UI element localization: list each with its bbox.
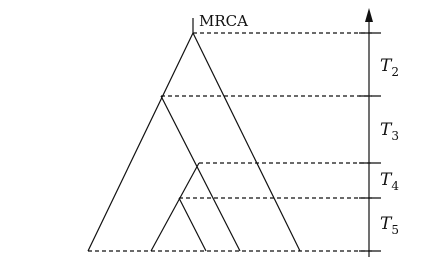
branch-mrca-right [193,33,300,251]
time-axis [359,8,381,257]
interval-label-t4: $T_4$ [380,170,399,193]
branch-mrca-left [88,33,193,251]
mrca-label: MRCA [199,12,248,30]
branch-t4-left [151,163,199,251]
interval-label-t5: $T_5$ [380,214,399,237]
branch-t5-right [179,198,206,251]
genealogy-tree [88,33,300,251]
branch-t3-node [161,96,240,251]
interval-label-t3: $T_3$ [380,120,399,143]
time-level-lines [88,33,372,251]
time-axis-arrow-icon [365,8,373,22]
interval-label-t2: $T_2$ [380,56,399,79]
interval-labels [380,56,399,237]
